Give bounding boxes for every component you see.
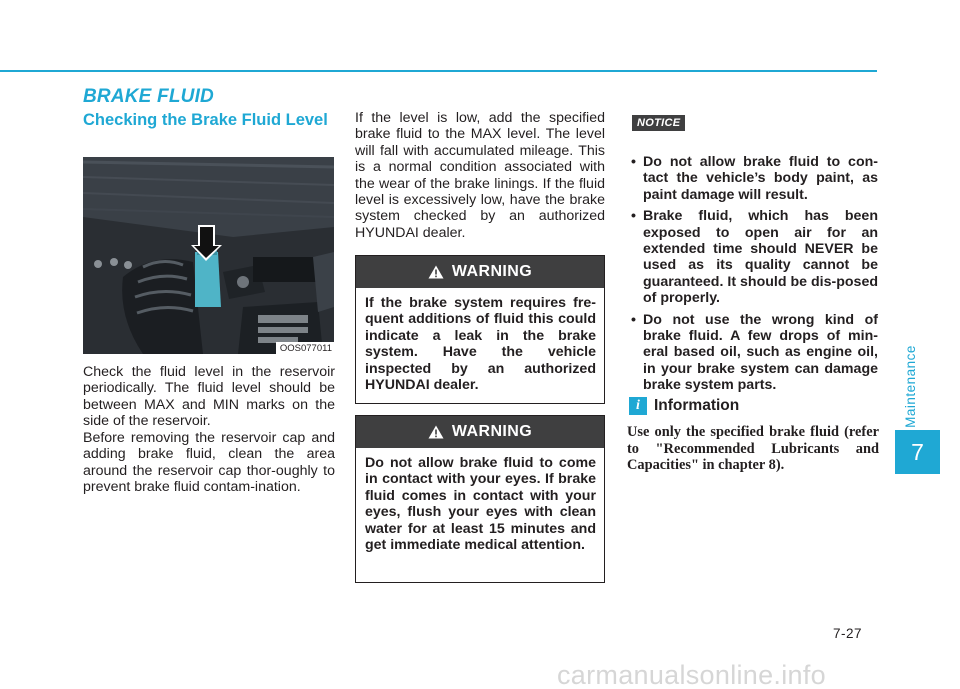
col1-paragraph-2: Before removing the reservoir cap and adding brake fluid, clean the area around the reservoir cap thor-oughly to prevent brake fluid contam-ination. — [83, 430, 335, 496]
warning-text: If the brake system requires fre-quent additions of fluid this could indicate a leak in the brake system. Have the vehicle inspected by an authorized HYUNDAI dealer. — [365, 295, 596, 394]
chapter-name: Maintenance — [902, 344, 918, 428]
warning-label: WARNING — [451, 423, 533, 440]
engine-bay-illustration — [83, 157, 334, 354]
page-number: 7-27 — [833, 626, 863, 641]
notice-item-text: Do not allow brake fluid to con-tact the vehicle’s body paint, as paint damage will result. — [643, 154, 878, 203]
warning-label: WARNING — [451, 263, 533, 280]
warning-triangle-icon — [428, 425, 444, 439]
side-chapter-label — [895, 341, 925, 431]
notice-item-text: Brake fluid, which has been exposed to open air for an extended time should NEVER be used as its quality cannot be guaranteed. It should be dis-posed of properly. — [643, 208, 878, 307]
warning-triangle-icon — [428, 265, 444, 279]
bullet-icon: • — [631, 208, 636, 225]
col2-paragraph: If the level is low, add the specified brake fluid to the MAX level. The level will fall with accumulated mileage. This is a normal condition associated with the wear of the brake linings. If the fluid level is excessively low, have the brake system checked by an authorized HYUNDAI dealer. — [355, 110, 605, 241]
warning-box-2 — [355, 415, 605, 583]
photo-caption: OOS077011 — [276, 342, 334, 354]
bullet-icon: • — [631, 311, 636, 328]
section-title: BRAKE FLUID — [83, 86, 214, 107]
chapter-tab: 7 — [895, 430, 940, 474]
warning-header — [356, 256, 604, 288]
notice-item — [627, 208, 878, 306]
notice-item-text: Do not use the wrong kind of brake fluid. A few drops of min-eral based oil, such as engine oil, in your brake system can damage brake system parts. — [643, 311, 878, 394]
subheading-block — [83, 112, 335, 129]
notice-item — [627, 312, 878, 394]
bullet-icon: • — [631, 154, 636, 170]
engine-photo — [83, 157, 334, 354]
warning-header — [356, 416, 604, 448]
top-rule — [0, 70, 877, 72]
watermark: carmanualsonline.info — [557, 660, 826, 689]
info-text: Use only the specified brake fluid (refer to "Recommended Lubricants and Capacities" in chapter 8). — [627, 424, 879, 474]
info-icon: i — [629, 397, 647, 415]
col1-paragraph-1: Check the fluid level in the reservoir periodically. The fluid level should be between MAX and MIN marks on the side of the reservoir. — [83, 364, 335, 430]
notice-badge: NOTICE — [632, 115, 685, 131]
warning-box-1 — [355, 255, 605, 404]
notice-list — [627, 154, 878, 399]
subheading: Checking the Brake Fluid Level — [83, 111, 328, 129]
notice-item — [627, 154, 878, 203]
info-title: Information — [654, 397, 740, 414]
warning-text: Do not allow brake fluid to come in contact with your eyes. If brake fluid comes in contact with your eyes, flush your eyes with clean water for at least 15 minutes and get immediate medical attention. — [365, 455, 596, 554]
